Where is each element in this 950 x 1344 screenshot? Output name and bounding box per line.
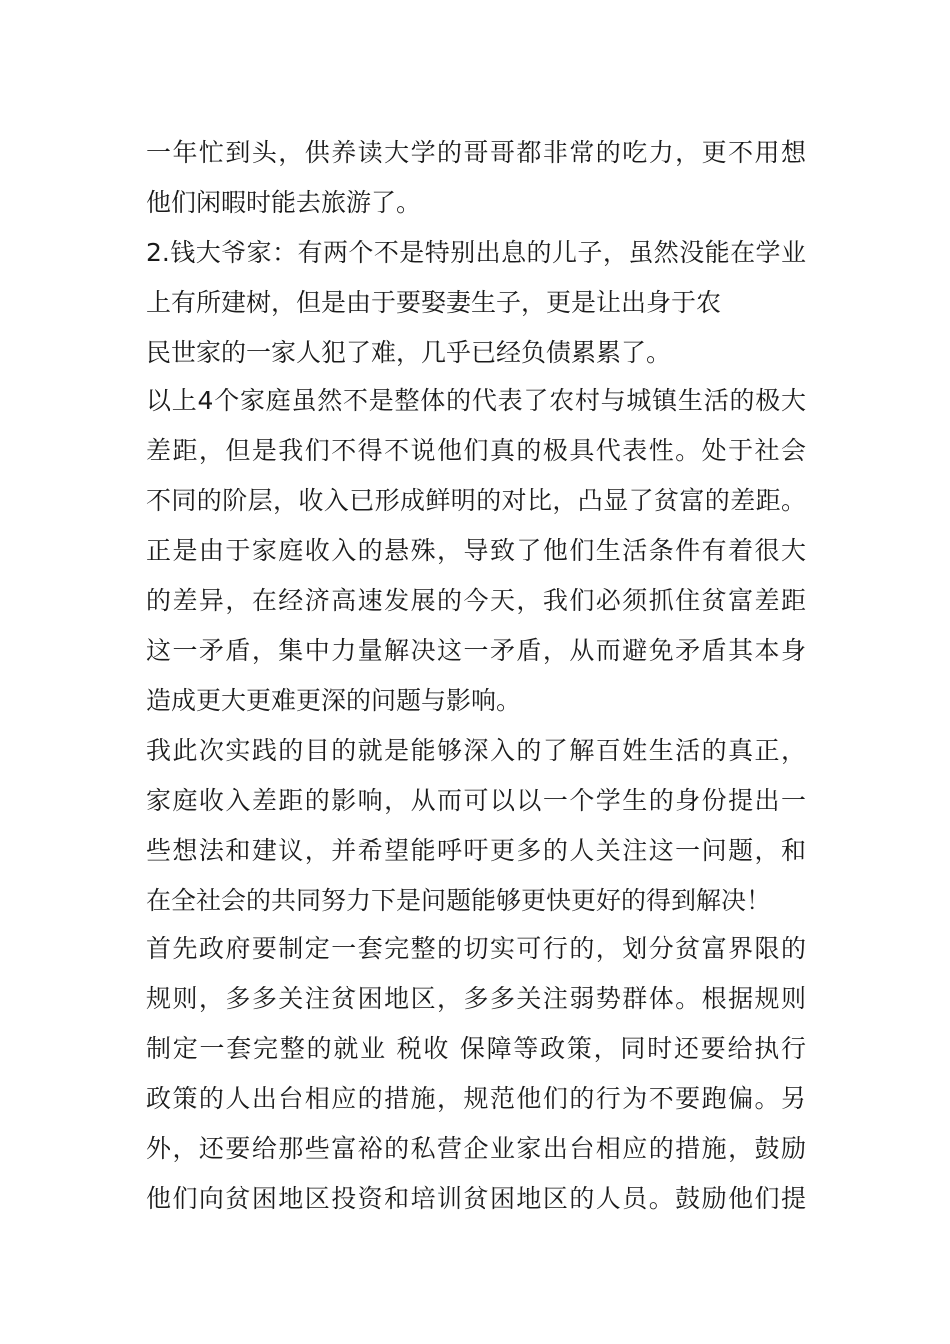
text-line: 上有所建树，但是由于要娶妻生子，更是让出身于农 [146,288,722,317]
text-line: 的差异，在经济高速发展的今天，我们必须抓住贫富差距 [146,586,806,615]
text-line: 2.钱大爷家：有两个不是特别出息的儿子，虽然没能在学业 [146,238,806,267]
text-line: 制定一套完整的就业 税收 保障等政策，同时还要给执行 [146,1034,806,1063]
text-line: 一年忙到头，供养读大学的哥哥都非常的吃力，更不用想 [146,138,806,167]
text-line: 我此次实践的目的就是能够深入的了解百姓生活的真正， [146,736,806,765]
text-line: 些想法和建议，并希望能呼吁更多的人关注这一问题，和 [146,836,806,865]
text-line: 这一矛盾，集中力量解决这一矛盾，从而避免矛盾其本身 [146,636,806,665]
text-line: 政策的人出台相应的措施，规范他们的行为不要跑偏。另 [146,1084,806,1113]
text-line: 以上4个家庭虽然不是整体的代表了农村与城镇生活的极大 [146,386,806,415]
text-line: 不同的阶层，收入已形成鲜明的对比，凸显了贫富的差距。 [146,486,806,515]
text-line: 规则，多多关注贫困地区，多多关注弱势群体。根据规则 [146,984,806,1013]
text-line: 首先政府要制定一套完整的切实可行的，划分贫富界限的 [146,934,806,963]
text-line: 家庭收入差距的影响，从而可以以一个学生的身份提出一 [146,786,806,815]
text-line: 在全社会的共同努力下是问题能够更快更好的得到解决！ [146,886,772,915]
text-line: 外，还要给那些富裕的私营企业家出台相应的措施，鼓励 [146,1134,806,1163]
text-line: 他们闲暇时能去旅游了。 [146,188,422,217]
text-line: 造成更大更难更深的问题与影响。 [146,686,522,715]
text-line: 正是由于家庭收入的悬殊，导致了他们生活条件有着很大 [146,536,806,565]
text-line: 民世家的一家人犯了难，几乎已经负债累累了。 [146,338,672,367]
text-line: 他们向贫困地区投资和培训贫困地区的人员。鼓励他们提 [146,1184,806,1213]
text-line: 差距，但是我们不得不说他们真的极具代表性。处于社会 [146,436,806,465]
